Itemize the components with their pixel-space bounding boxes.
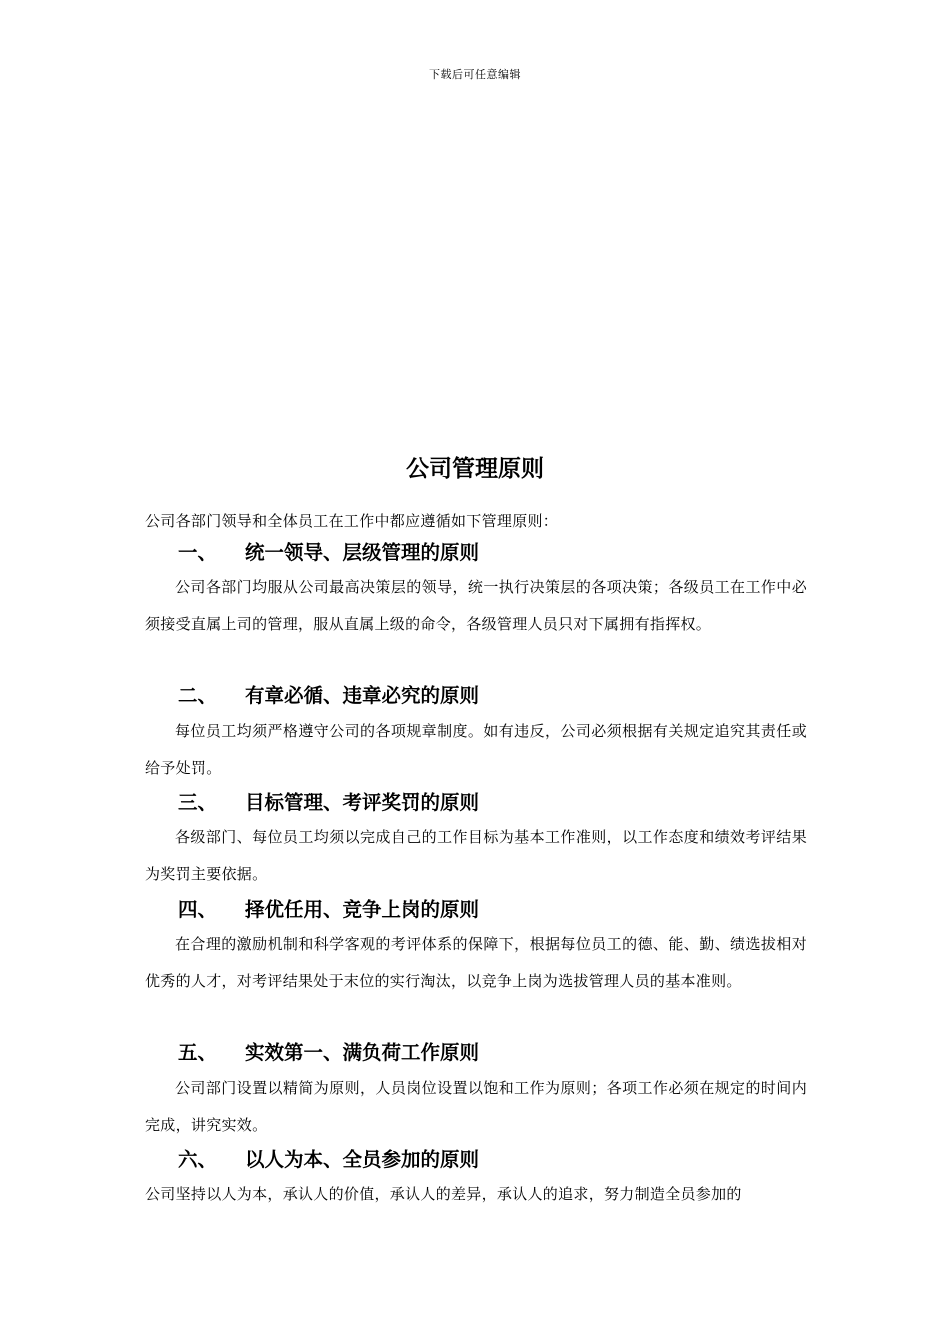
section-heading-4: [178, 895, 479, 925]
header-note: 下载后可任意编辑: [429, 68, 521, 81]
section-body-4: 在合理的激励机制和科学客观的考评体系的保障下，根据每位员工的德、能、勤、绩选拔相对优秀的人才，对考评结果处于末位的实行淘汰，以竞争上岗为选拔管理人员的基本准则。: [145, 935, 807, 990]
section-heading-text: 实效第一、满负荷工作原则: [245, 1041, 480, 1064]
section-body-5: 公司部门设置以精简为原则，人员岗位设置以饱和工作为原则；各项工作必须在规定的时间内完成，讲究实效。: [145, 1079, 807, 1134]
section-number: 三、: [178, 791, 218, 814]
intro-paragraph: 公司各部门领导和全体员工在工作中都应遵循如下管理原则：: [145, 512, 559, 530]
section-heading-2: [178, 681, 479, 711]
section-heading-text: 统一领导、层级管理的原则: [245, 541, 480, 564]
section-heading-3: [178, 788, 479, 818]
document-title: 公司管理原则: [406, 455, 544, 482]
section-number: 一、: [178, 541, 218, 564]
section-number: 六、: [178, 1148, 218, 1171]
section-body-3: 各级部门、每位员工均须以完成自己的工作目标为基本工作准则，以工作态度和绩效考评结果为奖罚主要依据。: [145, 828, 807, 883]
section-heading-1: [178, 538, 479, 568]
section-number: 四、: [178, 898, 218, 921]
section-body-6: 公司坚持以人为本，承认人的价值，承认人的差异，承认人的追求，努力制造全员参加的: [145, 1185, 742, 1203]
section-body-1: 公司各部门均服从公司最高决策层的领导，统一执行决策层的各项决策；各级员工在工作中必须接受直属上司的管理，服从直属上级的命令，各级管理人员只对下属拥有指挥权。: [145, 578, 807, 633]
section-heading-text: 择优任用、竞争上岗的原则: [245, 898, 480, 921]
section-heading-text: 以人为本、全员参加的原则: [245, 1148, 480, 1171]
section-number: 二、: [178, 684, 218, 707]
section-number: 五、: [178, 1041, 218, 1064]
section-heading-text: 目标管理、考评奖罚的原则: [245, 791, 480, 814]
section-heading-text: 有章必循、违章必究的原则: [245, 684, 480, 707]
section-body-2: 每位员工均须严格遵守公司的各项规章制度。如有违反，公司必须根据有关规定追究其责任或给予处罚。: [145, 722, 807, 777]
section-heading-5: [178, 1038, 479, 1068]
section-heading-6: [178, 1145, 479, 1175]
